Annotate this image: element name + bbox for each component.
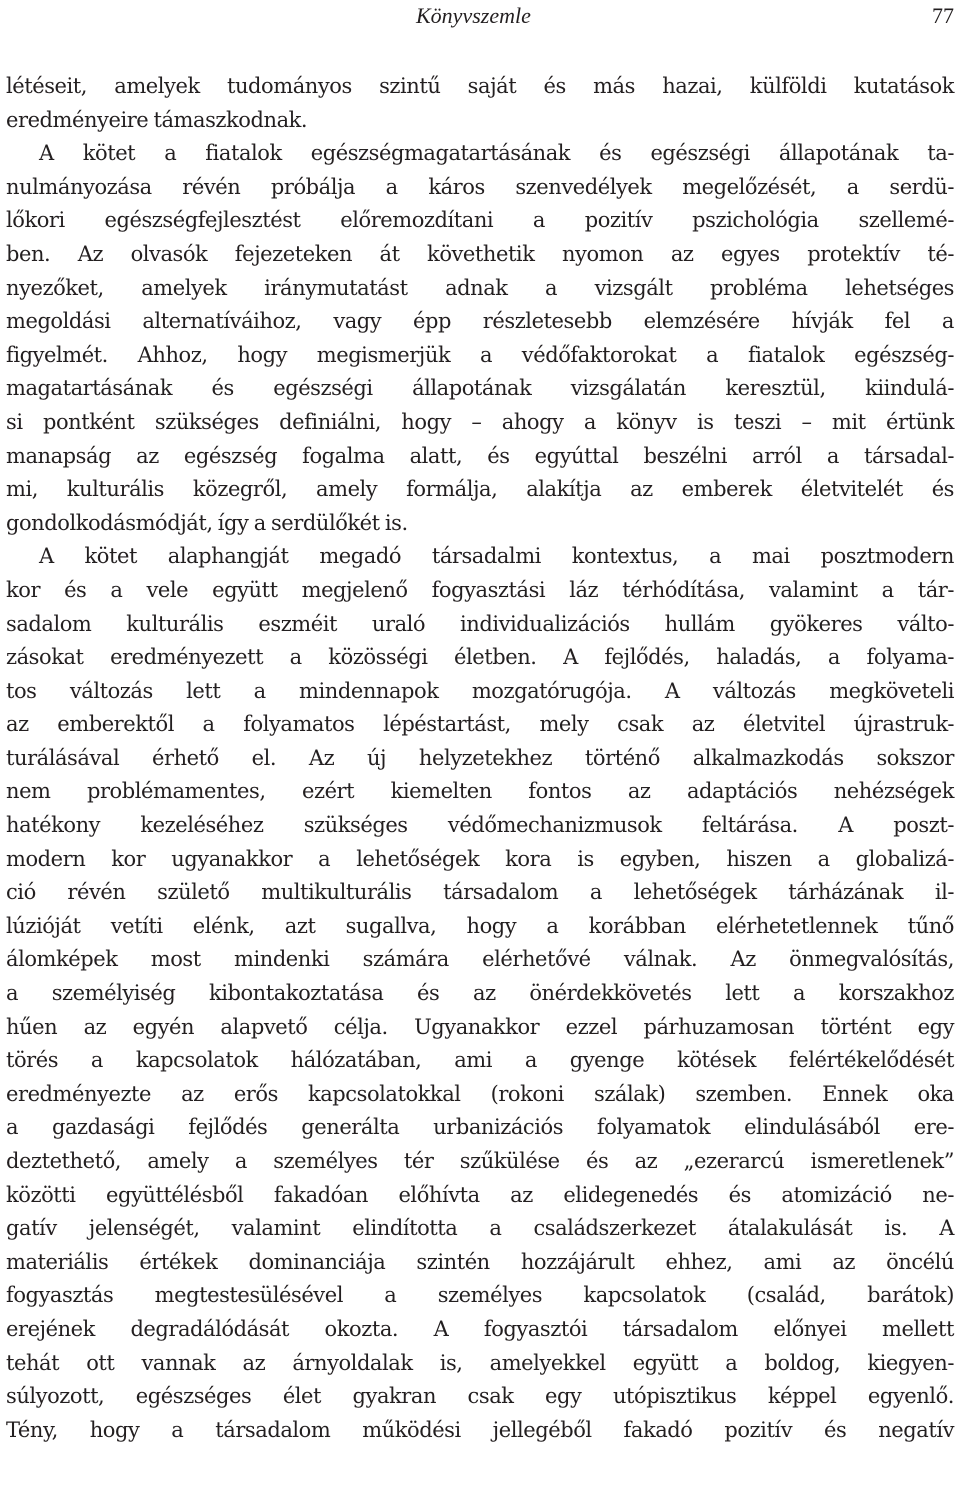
text-line: álomképek most mindenki számára elérhetővé válnak. Az önmegvalósítás, xyxy=(6,947,954,972)
text-line: gatív jelenségét, valamint elindította a családszerkezet átalakulását is. A xyxy=(6,1216,954,1241)
text-line: magatartásának és egészségi állapotának vizsgálatán keresztül, kiindulá- xyxy=(6,376,954,401)
text-line: ben. Az olvasók fejezeteken át követhetik nyomon az egyes protektív té- xyxy=(6,241,954,266)
text-line: a gazdasági fejlődés generálta urbanizációs folyamatok elindulásából ere- xyxy=(6,1115,954,1140)
running-header xyxy=(0,3,960,29)
text-line: nyezőket, amelyek iránymutatást adnak a vizsgált probléma lehetséges xyxy=(6,275,954,300)
text-line: turálásával érhető el. Az új helyzetekhez történő alkalmazkodás sokszor xyxy=(6,745,954,770)
text-line: a személyiség kibontakoztatása és az önérdekkövetés lett a korszakhoz xyxy=(6,981,954,1006)
text-line: modern kor ugyanakkor a lehetőségek kora is egyben, hiszen a globalizá- xyxy=(6,846,954,871)
running-title: Könyvszemle xyxy=(416,3,531,28)
text-line: eredményezte az erős kapcsolatokkal (rokoni szálak) szemben. Ennek oka xyxy=(6,1081,954,1106)
text-line: megoldási alternatíváihoz, vagy épp részletesebb elemzésére hívják fel a xyxy=(6,309,954,334)
text-line: figyelmét. Ahhoz, hogy megismerjük a védőfaktorokat a fiatalok egészség- xyxy=(6,342,954,367)
text-line: A kötet a fiatalok egészségmagatartásának és egészségi állapotának ta- xyxy=(39,141,954,166)
text-line: eredményeire támaszkodnak. xyxy=(6,107,308,132)
text-line: mi, kulturális közegről, amely formálja, alakítja az emberek életvitelét és xyxy=(6,477,954,502)
text-line: materiális értékek dominanciája szintén hozzájárult ehhez, ami az öncélú xyxy=(6,1249,954,1274)
text-line: törés a kapcsolatok hálózatában, ami a gyenge kötések felértékelődését xyxy=(6,1048,954,1073)
body-text xyxy=(6,70,954,1447)
text-line: súlyozott, egészséges élet gyakran csak egy utópisztikus képpel egyenlő. xyxy=(6,1384,954,1409)
text-line: manapság az egészség fogalma alatt, és egyúttal beszélni arról a társadal- xyxy=(6,443,954,468)
text-line: az emberektől a folyamatos lépéstartást, mely csak az életvitel újrastruk- xyxy=(6,712,954,737)
text-line: létéseit, amelyek tudományos szintű saját és más hazai, külföldi kutatások xyxy=(6,74,954,98)
text-line: deztethető, amely a személyes tér szűkülése és az „ezerarcú ismeretlenek” xyxy=(6,1149,954,1173)
text-line: hatékony kezeléséhez szükséges védőmechanizmusok feltárása. A poszt- xyxy=(6,813,954,838)
text-line: erejének degradálódását okozta. A fogyasztói társadalom előnyei mellett xyxy=(6,1316,954,1341)
page-number: 77 xyxy=(932,3,954,28)
text-line: nulmányozása révén próbálja a káros szenvedélyek megelőzését, a serdü- xyxy=(6,174,954,199)
text-line: közötti együttélésből fakadóan előhívta az elidegenedés és atomizáció ne- xyxy=(6,1182,954,1207)
text-line: hűen az egyén alapvető célja. Ugyanakkor ezzel párhuzamosan történt egy xyxy=(6,1014,954,1039)
text-line: tehát ott vannak az árnyoldalak is, amelyekkel együtt a boldog, kiegyen- xyxy=(6,1350,954,1375)
text-line: tos változás lett a mindennapok mozgatórugója. A változás megköveteli xyxy=(6,678,954,703)
text-line: fogyasztás megtestesülésével a személyes kapcsolatok (család, barátok) xyxy=(6,1283,954,1308)
text-line: nem problémamentes, ezért kiemelten fontos az adaptációs nehézségek xyxy=(6,779,954,804)
text-line: Tény, hogy a társadalom működési jellegéből fakadó pozitív és negatív xyxy=(6,1417,954,1442)
text-line: si pontként szükséges definiálni, hogy – ahogy a könyv is teszi – mit értünk xyxy=(6,409,954,434)
text-line: A kötet alaphangját megadó társadalmi kontextus, a mai posztmodern xyxy=(39,544,954,569)
text-line: ció révén születő multikulturális társadalom a lehetőségek tárházának il- xyxy=(6,880,954,905)
text-line: sadalom kulturális eszméit uraló individualizációs hullám gyökeres válto- xyxy=(6,611,954,636)
text-line: gondolkodásmódját, így a serdülőkét is. xyxy=(6,510,408,535)
text-line: kor és a vele együtt megjelenő fogyasztási láz térhódítása, valamint a tár- xyxy=(6,577,954,602)
text-line: zásokat eredményezett a közösségi életben. A fejlődés, haladás, a folyama- xyxy=(6,645,954,670)
text-line: lőkori egészségfejlesztést előremozdítani a pozitív pszichológia szellemé- xyxy=(6,208,954,233)
text-line: lúzióját vetíti elénk, azt sugallva, hogy a korábban elérhetetlennek tűnő xyxy=(6,913,954,938)
